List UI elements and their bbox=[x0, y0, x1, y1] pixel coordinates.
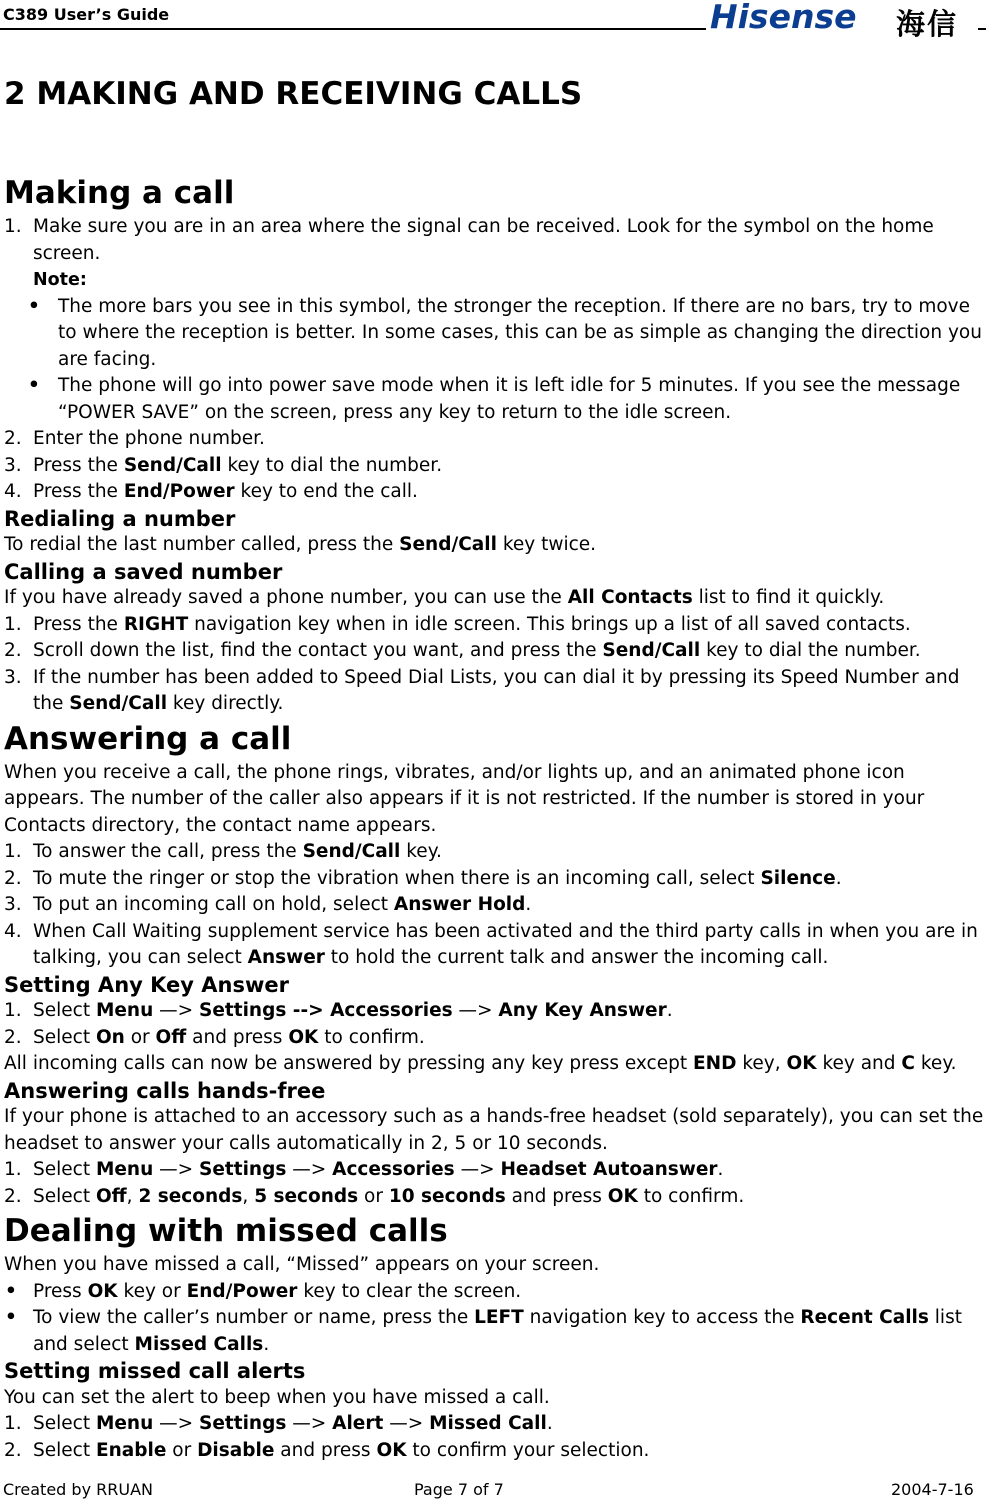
section-making-a-call: Making a call bbox=[4, 175, 235, 211]
list-item: 1. Press the RIGHT navigation key when in idle screen. This brings up a list of all saved contacts. bbox=[4, 613, 911, 635]
list-item: 3. If the number has been added to Speed Dial Lists, you can dial it by pressing its Speed Number and the Send/Call key directly. bbox=[4, 666, 960, 714]
note-label: Note: bbox=[33, 270, 87, 290]
logo-wordmark: Hisense bbox=[710, 0, 857, 36]
list-item: 3. To put an incoming call on hold, select Answer Hold. bbox=[4, 894, 532, 915]
list-item: • The phone will go into power save mode when it is left idle for 5 minutes. If you see the message “POWER SAVE” on the screen, press any key to return to the idle screen. bbox=[28, 375, 961, 423]
list-item: 2. Select On or Off and press OK to confirm. bbox=[4, 1026, 425, 1048]
paragraph: If you have already saved a phone number, you can use the All Contacts list to find it quickly. bbox=[4, 587, 885, 608]
list-item: 4. Press the End/Power key to end the call. bbox=[4, 481, 418, 502]
list-item: 1. Select Menu —> Settings —> Alert —> Missed Call. bbox=[4, 1413, 553, 1434]
footer-date: 2004-7-16 bbox=[891, 1480, 974, 1499]
list-item: 1. To answer the call, press the Send/Call key. bbox=[4, 841, 442, 862]
paragraph: When you receive a call, the phone rings, vibrates, and/or lights up, and an animated phone icon appears. The number of the caller also appears if it is not restricted. If the number is stored in your Contacts directory, the contact name appears. bbox=[4, 761, 925, 836]
section-missed-calls: Dealing with missed calls bbox=[4, 1213, 448, 1249]
chapter-title: 2 MAKING AND RECEIVING CALLS bbox=[4, 76, 583, 112]
list-item: 2. Enter the phone number. bbox=[4, 428, 265, 449]
footer-created-by: Created by RRUAN bbox=[3, 1480, 153, 1499]
page-header bbox=[0, 0, 986, 41]
list-item: 1. Make sure you are in an area where the signal can be received. Look for the symbol on the home screen. Note: bbox=[4, 214, 984, 294]
list-item: 1. Select Menu —> Settings —> Accessories —> Headset Autoanswer. bbox=[4, 1159, 724, 1180]
list-item: • Press OK key or End/Power key to clear the screen. bbox=[5, 1280, 522, 1302]
page-content bbox=[4, 68, 984, 1464]
subsection-any-key-answer: Setting Any Key Answer bbox=[4, 972, 289, 997]
list-item: 2. Scroll down the list, find the contact you want, and press the Send/Call key to dial the number. bbox=[4, 640, 921, 661]
list-item: 1. Select Menu —> Settings --> Accessories —> Any Key Answer. bbox=[4, 1000, 673, 1021]
note-list bbox=[4, 294, 984, 427]
list-item: 4. When Call Waiting supplement service has been activated and the third party calls in when you are in talking, you can select Answer to hold the current talk and answer the incoming call. bbox=[4, 920, 978, 968]
paragraph: If your phone is attached to an accessory such as a hands-free headset (sold separately), you can set the headset to answer your calls automatically in 2, 5 or 10 seconds. bbox=[4, 1106, 984, 1154]
list-item: • The more bars you see in this symbol, the stronger the reception. If there are no bars, try to move to where the reception is better. In some cases, this can be as simple as changing the direction you are facing. bbox=[28, 295, 982, 370]
logo-chinese: 海信 bbox=[896, 7, 959, 41]
list-item: • To view the caller’s number or name, press the LEFT navigation key to access the Recent Calls list and select Missed Calls. bbox=[5, 1307, 962, 1355]
subsection-calling-saved: Calling a saved number bbox=[4, 559, 283, 584]
hisense-logo bbox=[706, 0, 978, 41]
list-item: 2. To mute the ringer or stop the vibration when there is an incoming call, select Silence. bbox=[4, 867, 842, 889]
paragraph: When you have missed a call, “Missed” appears on your screen. bbox=[4, 1254, 600, 1275]
subsection-missed-call-alerts: Setting missed call alerts bbox=[4, 1359, 306, 1383]
list-item: 3. Press the Send/Call key to dial the number. bbox=[4, 454, 443, 476]
footer-page-number: Page 7 of 7 bbox=[414, 1480, 504, 1499]
list-item: 2. Select Off, 2 seconds, 5 seconds or 10 seconds and press OK to confirm. bbox=[4, 1185, 745, 1207]
making-steps bbox=[4, 214, 984, 294]
paragraph: All incoming calls can now be answered by pressing any key press except END key, OK key and C key. bbox=[4, 1053, 957, 1074]
subsection-redialing: Redialing a number bbox=[4, 506, 236, 531]
subsection-hands-free: Answering calls hands-free bbox=[4, 1078, 326, 1103]
document-title: C389 User’s Guide bbox=[3, 5, 170, 24]
paragraph: You can set the alert to beep when you have missed a call. bbox=[4, 1386, 550, 1408]
section-answering-a-call: Answering a call bbox=[4, 720, 292, 757]
paragraph: To redial the last number called, press the Send/Call key twice. bbox=[4, 534, 597, 555]
list-item: 2. Select Enable or Disable and press OK to confirm your selection. bbox=[4, 1439, 650, 1461]
